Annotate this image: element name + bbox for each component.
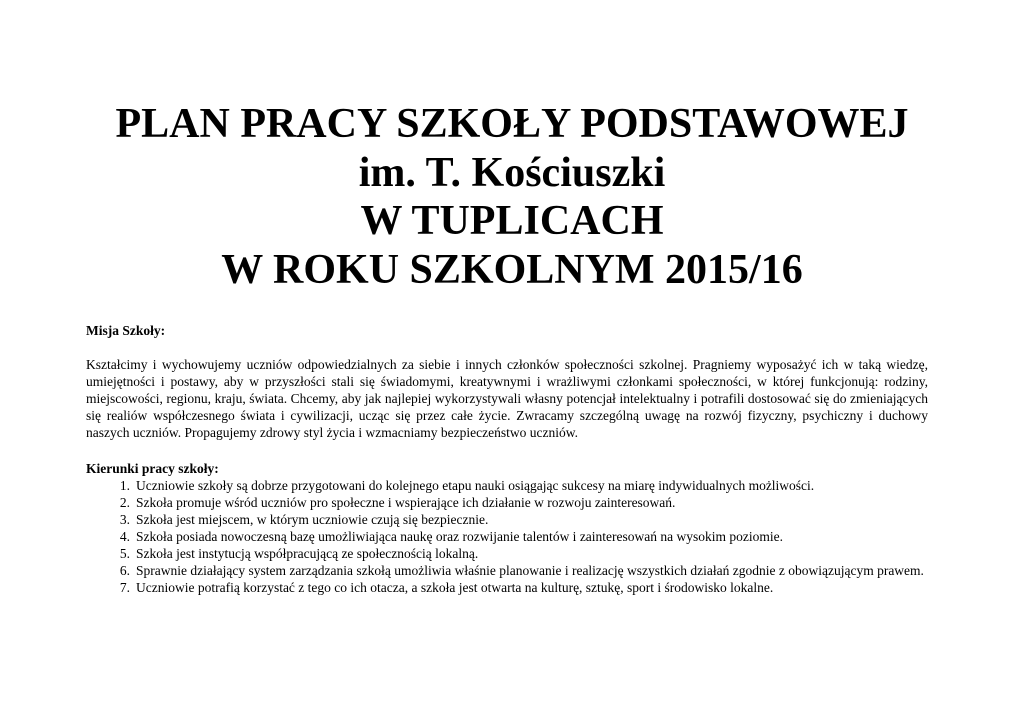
list-item-text: Uczniowie szkoły są dobrze przygotowani do kolejnego etapu nauki osiągając sukcesy na miarę indywidualnych możliwości. bbox=[136, 478, 815, 493]
list-item-number: 5. bbox=[119, 546, 130, 561]
list-item bbox=[86, 579, 946, 596]
list-item bbox=[86, 477, 946, 494]
title-line-3: W TUPLICACH bbox=[360, 198, 664, 244]
list-item-text: Szkoła posiada nowoczesną bazę umożliwiająca naukę oraz rozwijanie talentów i zainteresowań na wysokim poziomie. bbox=[136, 529, 784, 544]
document-title bbox=[0, 100, 1024, 294]
mission-paragraph: Kształcimy i wychowujemy uczniów odpowiedzialnych za siebie i innych członków społeczności szkolnej. Pragniemy wyposażyć ich w taką wiedzę, umiejętności i postawy, aby w przyszłości stali się świadomymi, kreatywnymi i wrażliwymi członkami społeczności, w której funkcjonują: rodziny, miejscowości, regionu, kraju, świata. Chcemy, aby jak najlepiej wykorzystywali własny potencjał intelektualny i potrafili dostosować się do zmieniających się realiów współczesnego świata i cywilizacji, ucząc się przez całe życie. Zwracamy szczególną uwagę na rozwój fizyczny, psychiczny i duchowy naszych uczniów. Propagujemy zdrowy styl życia i wzmacniamy bezpieczeństwo uczniów. bbox=[86, 357, 928, 440]
title-line-1: PLAN PRACY SZKOŁY PODSTAWOWEJ bbox=[115, 101, 909, 147]
list-item bbox=[86, 511, 946, 528]
mission-heading: Misja Szkoły: bbox=[86, 323, 166, 338]
list-item bbox=[86, 494, 946, 511]
list-item-text: Sprawnie działający system zarządzania szkołą umożliwia właśnie planowanie i realizację wszystkich działań zgodnie z obowiązującym prawem. bbox=[136, 563, 924, 578]
list-item-number: 6. bbox=[119, 563, 130, 578]
list-item-number: 1. bbox=[119, 478, 130, 493]
directions-list bbox=[86, 477, 946, 596]
list-item-number: 7. bbox=[119, 580, 130, 595]
list-item-number: 2. bbox=[119, 495, 130, 510]
directions-heading: Kierunki pracy szkoły: bbox=[86, 461, 219, 476]
list-item-text: Uczniowie potrafią korzystać z tego co ich otacza, a szkoła jest otwarta na kulturę, sztukę, sport i środowisko lokalne. bbox=[136, 580, 774, 595]
list-item-number: 4. bbox=[119, 529, 130, 544]
list-item bbox=[86, 545, 946, 562]
document-body bbox=[86, 322, 946, 596]
title-line-4: W ROKU SZKOLNYM 2015/16 bbox=[221, 246, 803, 293]
list-item-text: Szkoła jest miejscem, w którym uczniowie czują się bezpiecznie. bbox=[136, 512, 489, 527]
list-item-text: Szkoła promuje wśród uczniów pro społeczne i wspierające ich działanie w rozwoju zainteresowań. bbox=[136, 495, 676, 510]
list-item-number: 3. bbox=[119, 512, 130, 527]
list-item-text: Szkoła jest instytucją współpracującą ze społecznością lokalną. bbox=[136, 546, 479, 561]
list-item bbox=[86, 528, 946, 545]
list-item bbox=[86, 562, 946, 579]
title-line-2: im. T. Kościuszki bbox=[358, 149, 666, 196]
